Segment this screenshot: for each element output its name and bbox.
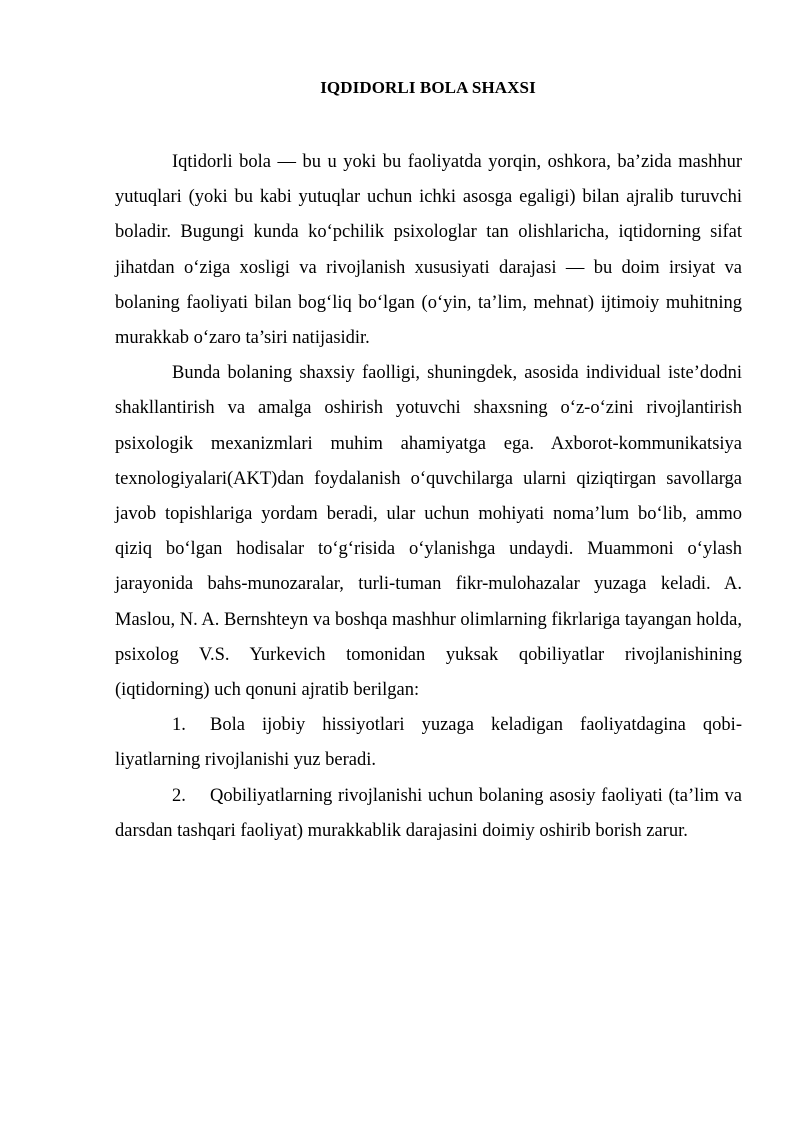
list-text: Bola ijobiy hissiyotlari yuzaga keladigan faoliyatdagina qobiliyatlarning rivojlanishi yuz beradi.	[115, 715, 742, 771]
list-number: 2.	[172, 785, 186, 806]
list-text: Qobiliyatlarning rivojlanishi uchun bolaning asosiy faoliyati (ta’lim va darsdan tashqari faoliyat) murakkablik darajasini doimiy oshirib borish zarur.	[115, 785, 742, 841]
list-number: 1.	[172, 715, 186, 736]
list-item	[115, 708, 742, 778]
paragraph: Bunda bolaning shaxsiy faolligi, shuningdek, asosida individual iste’dodni shakllantirish va amalga oshirish yotuvchi shaxsning o‘z-o‘zini rivojlantirish psixologik mexanizmlari muhim ahamiyatga ega. Axborot-kommunikatsiya texnologiyalari(AKT)dan foydalanish o‘quvchilarga ularni qiziqtirgan savollarga javob topishlariga yordam beradi, ular uchun mohiyati noma’lum bo‘lib, ammo qiziq bo‘lgan hodisalar to‘g‘risida o‘ylanishga undaydi. Muammoni o‘ylash jarayonida bahs-munozaralar, turli-tuman fikr-mulohazalar yuzaga keladi. A. Maslou, N. A. Bernshteyn va boshqa mashhur olimlarning fikrlariga tayangan holda, psixolog V.S. Yurkevich tomonidan yuksak qobiliyatlar rivojlanishining (iqtidorning) uch qonuni ajratib berilgan:	[115, 363, 742, 701]
document-body	[115, 145, 742, 849]
document-title: IQDIDORLI BOLA SHAXSI	[320, 78, 536, 97]
paragraph: Iqtidorli bola — bu u yoki bu faoliyatda yorqin, oshkora, ba’zida mashhur yutuqlari (yoki bu kabi yutuqlar uchun ichki asosga egaligi) bilan ajralib turuvchi boladir. Bugungi kunda ko‘pchilik psixologlar tan olishlaricha, iqtidorning sifat jihatdan o‘ziga xosligi va rivojlanish xususiyati darajasi — bu doim irsiyat va bolaning faoliyati bilan bog‘liq bo‘lgan (o‘yin, ta’lim, mehnat) ijtimoiy muhitning murakkab o‘zaro ta’siri natijasidir.	[115, 152, 742, 349]
list-item	[115, 779, 742, 849]
